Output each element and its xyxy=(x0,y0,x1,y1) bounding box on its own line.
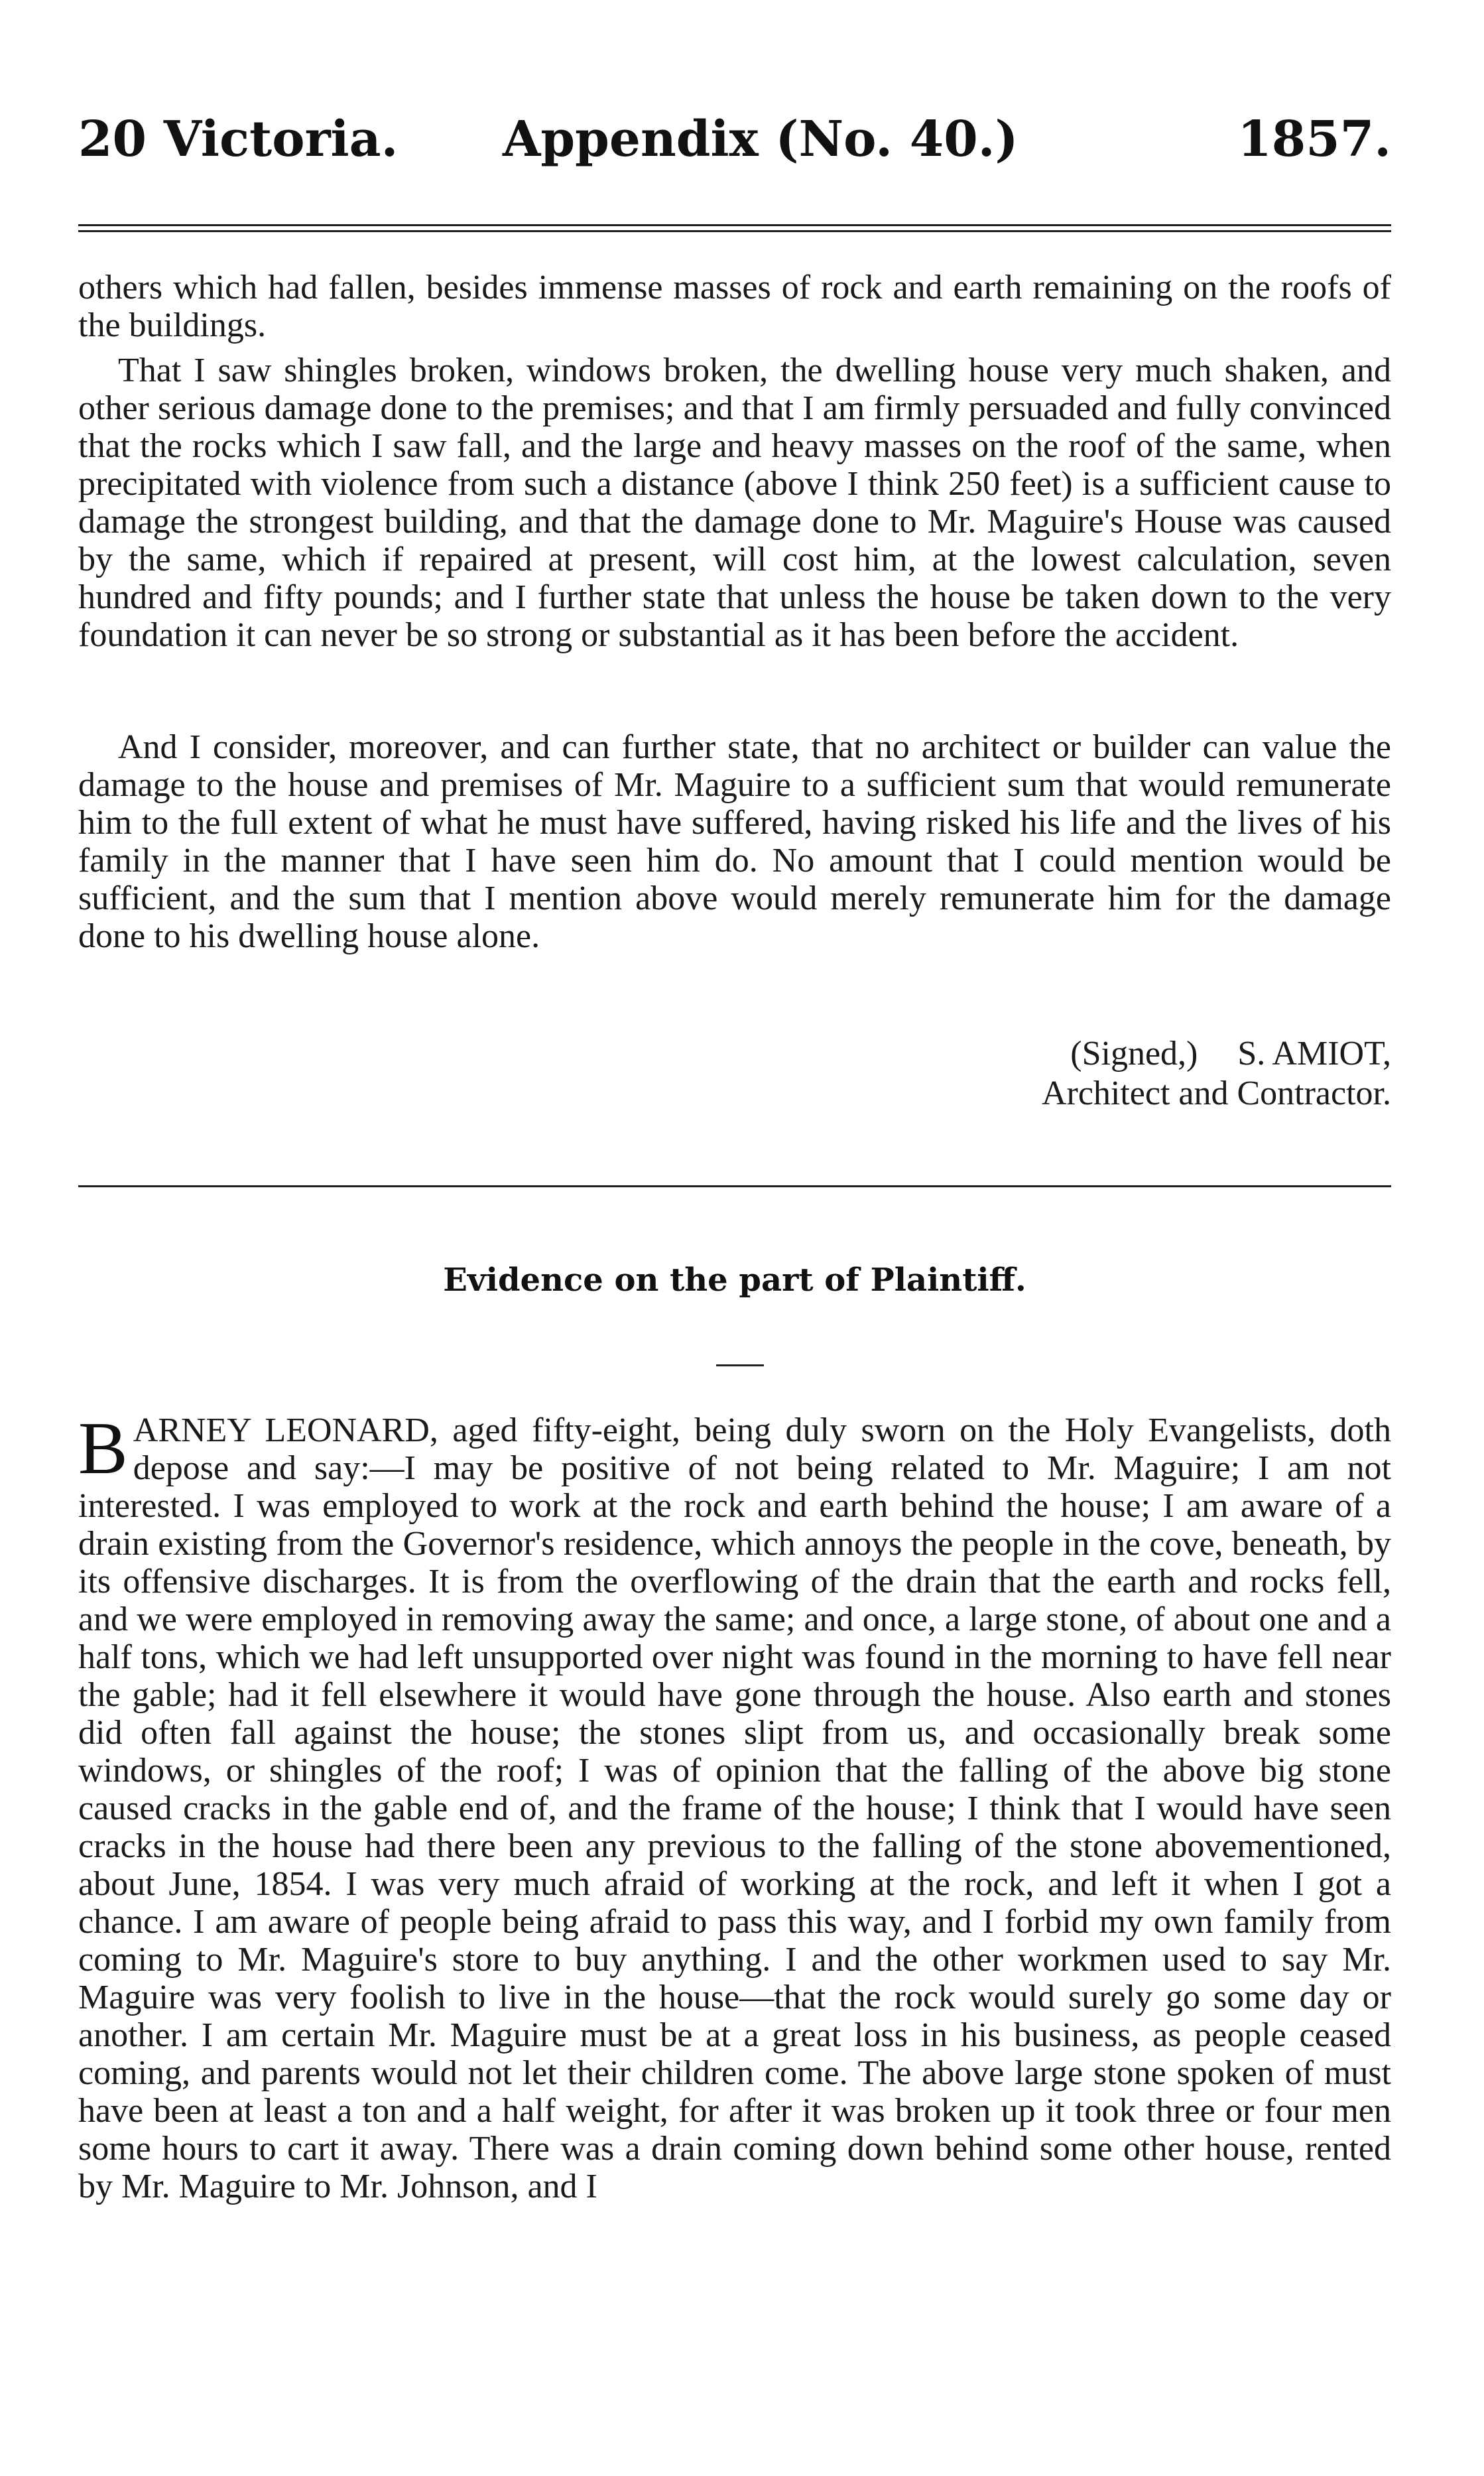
section-heading: Evidence on the part of Plaintiff. xyxy=(443,1262,1026,1299)
page-header xyxy=(78,106,1391,186)
section-divider xyxy=(78,1185,1391,1187)
paragraph-damage xyxy=(78,352,1391,723)
heading-dash xyxy=(716,1364,764,1366)
evidence-paragraph xyxy=(78,1407,1391,2205)
paragraph-valuation xyxy=(78,728,1391,1007)
header-rule-top xyxy=(78,224,1391,226)
signature-name: S. AMIOT, xyxy=(1237,1035,1391,1073)
paragraph-text: And I consider, moreover, and can further state, that no architect or builder can value the damage to the house and premises of Mr. Maguire to a sufficient sum that would remunerate him to the full extent of what he must have suffered, having risked his life and the lives of his family in the manner that I have seen him do. No amount that I could mention would be sufficient, and the sum that I mention above would merely remunerate him for the damage done to his dwelling house alone. xyxy=(78,728,1391,955)
evidence-text: ARNEY LEONARD, aged fifty-eight, being duly sworn on the Holy Evangelists, doth depose and say:—I may be positive of not being related to Mr. Maguire; I am not interested. I was employed to work at the rock and earth behind the house; I am aware of a drain existing from the Governor's residence, which annoys the people in the cove, beneath, by its offensive discharges. It is from the overflowing of the drain that the earth and rocks fell, and we were employed in removing away the same; and once, a large stone, of about one and a half tons, which we had left unsupported over night was found in the morning to have fell near the gable; had it fell elsewhere it would have gone through the house. Also earth and stones did often fall against the house; the stones slipt from us, and occasionally break some windows, or shingles of the roof; I was of opinion that the falling of the above big stone caused cracks in the gable end of, and the frame of the house; I think that I would have seen cracks in the house had there been any previous to the falling of the stone abovementioned, about June, 1854. I was very much afraid of working at the rock, and left it when I got a chance. I am aware of people being afraid to pass this way, and I forbid my own family from coming to Mr. Maguire's store to buy anything. I and the other workmen used to say Mr. Maguire was very foolish to live in the house—that the rock would surely go some day or another. I am certain Mr. Maguire must be at a great loss in his business, as people ceased coming, and parents would not let their children come. The above large stone spoken of must have been at least a ton and a half weight, for after it was broken up it took three or four men some hours to cart it away. There was a drain coming down behind some other house, rented by Mr. Maguire to Mr. Johnson, and I xyxy=(78,1411,1391,2205)
signature-title: Architect and Contractor. xyxy=(1041,1075,1391,1112)
drop-cap: B xyxy=(78,1407,128,1490)
paragraph-text: That I saw shingles broken, windows broken, the dwelling house very much shaken, and other serious damage done to the premises; and that I am firmly persuaded and fully convinced that the rocks which I saw fall, and the large and heavy masses on the roof of the same, when precipitated with violence from such a distance (above I think 250 feet) is a sufficient cause to damage the strongest building, and that the damage done to Mr. Maguire's House was caused by the same, which if repaired at present, will cost him, at the lowest calculation, seven hundred and fifty pounds; and I further state that unless the house be taken down to the very foundation it can never be so strong or substantial as it has been before the accident. xyxy=(78,352,1391,654)
header-rule-bottom xyxy=(78,230,1391,232)
paragraph-text: others which had fallen, besides immense masses of rock and earth remaining on the roofs of the buildings. xyxy=(78,269,1391,344)
paragraph-evidence xyxy=(78,1407,1391,2446)
header-session: 20 Victoria. xyxy=(78,111,399,168)
paragraph-continuation xyxy=(78,269,1391,348)
signature-signed: (Signed,) xyxy=(1070,1035,1198,1073)
header-year: 1857. xyxy=(1237,111,1391,168)
header-appendix: Appendix (No. 40.) xyxy=(503,111,1019,168)
